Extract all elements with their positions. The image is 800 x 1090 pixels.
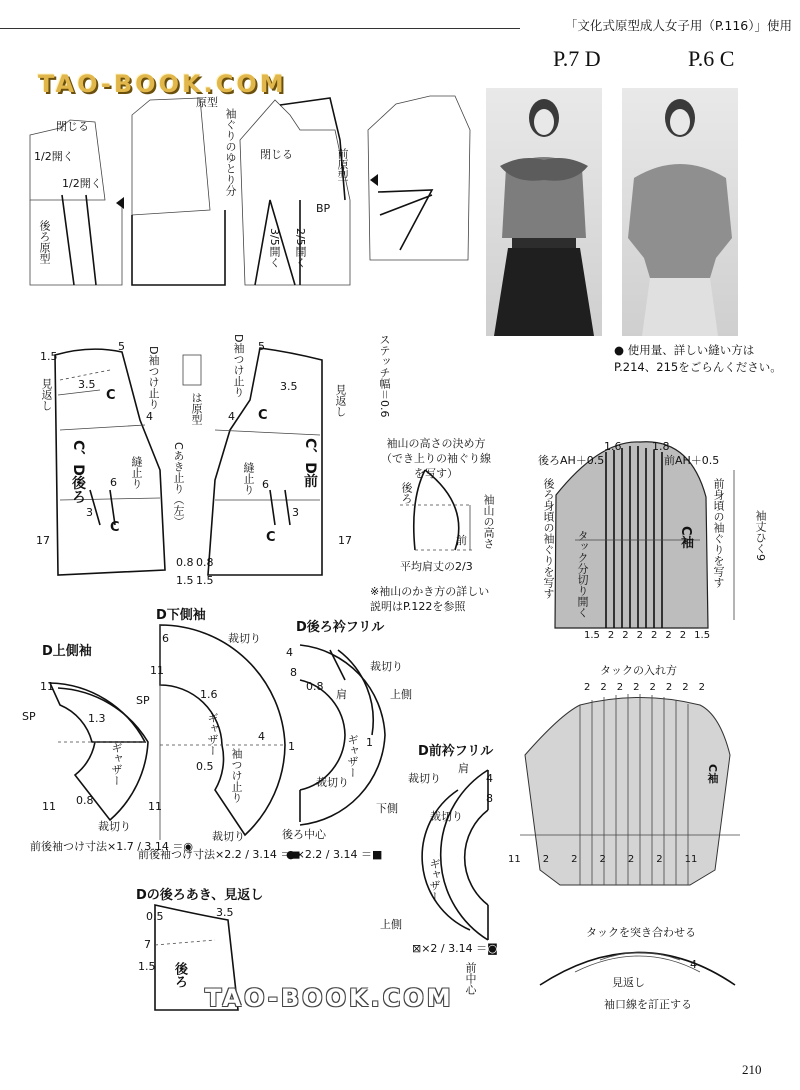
cuff-title: タックを突き合わせる	[586, 926, 696, 939]
lower-sleeve-cut: 裁切り	[212, 830, 245, 843]
block-label-open-35: 3/5開く	[268, 228, 281, 268]
front-num-8: 1.5	[196, 574, 214, 587]
tucks-top-nums	[584, 682, 705, 693]
block-label-base: 原型	[196, 96, 218, 109]
back-opening-title: Dの後ろあき、見返し	[136, 888, 264, 903]
lower-num-4: 0.5	[196, 760, 214, 773]
upper-sleeve-cut: 裁切り	[98, 820, 131, 833]
c-sleeve-num-2: 1.8	[652, 440, 670, 453]
t-tnum-6: 2	[665, 682, 673, 693]
c-bnum-1: 1.5	[584, 630, 600, 641]
back-opening-num-2: 3.5	[216, 906, 234, 919]
back-frill-center: 後ろ中心	[282, 828, 326, 841]
cuff-num: 4	[690, 958, 697, 971]
bodice-front-name: C、D前	[302, 438, 318, 488]
front-num-1: 5	[258, 340, 265, 353]
bodice-front-c2: C	[266, 530, 276, 545]
header-reference: 「文化式原型成人女子用（P.116）」使用	[564, 18, 792, 33]
c-bnum-6: 2	[665, 630, 672, 641]
back-num-4: 4	[146, 410, 153, 423]
watermark-bottom: TAO-BOOK.COM	[205, 984, 454, 1012]
back-opening-num-1: 0.5	[146, 910, 164, 923]
upper-num-3: 0.8	[76, 794, 94, 807]
bodice-back-sleeve-stop: D袖つけ止り	[147, 346, 160, 410]
t-bnum-4: 2	[599, 854, 606, 865]
lower-num-7: 11	[148, 800, 162, 813]
front-frill-title: D前衿フリル	[418, 744, 494, 759]
back-num-6: 3	[86, 506, 93, 519]
c-bnum-8: 1.5	[694, 630, 711, 641]
back-frill-num-4: 1	[366, 736, 373, 749]
front-frill-num-1: 4	[486, 772, 493, 785]
block-label-close: 閉じる	[56, 120, 89, 133]
c-sleeve-front-ah: 前AH＋0.5	[664, 454, 720, 467]
t-tnum-1: 2	[584, 682, 591, 693]
d-front-frill-pattern	[422, 770, 488, 940]
c-bnum-5: 2	[651, 630, 658, 641]
back-frill-cut: 裁切り	[370, 660, 403, 673]
t-bnum-1: 11	[508, 854, 521, 865]
bodice-back-c: C	[106, 388, 116, 403]
t-tnum-2: 2	[600, 682, 607, 693]
lower-num-3: 1.6	[200, 688, 218, 701]
t-tnum-7: 2	[682, 682, 689, 693]
upper-num-1: 11	[40, 680, 54, 693]
back-frill-cut-2: 裁切り	[316, 776, 349, 789]
lower-num-2: 11	[150, 664, 164, 677]
back-frill-formula: ●×2.2 / 3.14 ＝■	[286, 848, 383, 861]
lower-num-5: 4	[258, 730, 265, 743]
stitch-width-note: ステッチ幅＝0.6	[378, 334, 391, 418]
sleeve-height-shoulder: 平均肩丈の2/3	[400, 560, 473, 573]
back-num-9: 1.5	[176, 574, 194, 587]
c-sleeve-back-ah: 後ろAH＋0.5	[538, 454, 605, 467]
usage-note: ● 使用量、詳しい縫い方はP.214、215をごらんください。	[614, 343, 782, 374]
c-sleeve-back-copy: 後ろ身頃の袖ぐりを写す	[542, 478, 555, 599]
t-tnum-4: 2	[633, 682, 640, 693]
lower-sleeve-sp: SP	[136, 694, 150, 707]
back-frill-upper: 上側	[390, 688, 412, 701]
d-lower-sleeve-pattern	[160, 625, 285, 840]
t-bnum-2: 2	[542, 854, 550, 865]
bodice-front-stop: 縫止り	[242, 462, 255, 495]
tucks-sleeve-label: C袖	[706, 764, 719, 784]
back-num-8: 0.8	[176, 556, 194, 569]
model-label-c: P.6 C	[688, 46, 735, 71]
block-label-armhole-ease: 袖ぐりのゆとり分	[224, 108, 237, 196]
t-bnum-6: 2	[656, 854, 663, 865]
back-num-5: 6	[110, 476, 117, 489]
front-frill-cut: 裁切り	[408, 772, 441, 785]
cuff-correct: 袖口線を訂正する	[604, 998, 692, 1011]
front-num-2: 3.5	[280, 380, 298, 393]
back-opening-num-4: 1.5	[138, 960, 156, 973]
t-tnum-3: 2	[616, 682, 624, 693]
bodice-front-facing: 見返し	[334, 384, 347, 417]
c-bnum-7: 2	[679, 630, 687, 641]
front-num-6: 17	[338, 534, 352, 547]
bodice-front-c: C	[258, 408, 268, 423]
bodice-back-opening: Cあき止り（左）	[172, 442, 185, 527]
upper-num-4: 11	[42, 800, 56, 813]
front-frill-num-2: 8	[486, 792, 493, 805]
lower-num-6: 1	[288, 740, 295, 753]
back-opening-num-3: 7	[144, 938, 151, 951]
back-frill-num-1: 4	[286, 646, 293, 659]
t-tnum-5: 2	[649, 682, 656, 693]
back-frill-lower: 下側	[376, 802, 398, 815]
front-frill-center: 前中心	[464, 962, 477, 995]
c-sleeve-front-copy: 前身頃の袖ぐりを写す	[712, 478, 725, 588]
bodice-base-note: は原型	[190, 392, 203, 425]
c-sleeve-slash: タック分切り開く	[576, 530, 589, 618]
lower-formula: 前後袖つけ寸法×2.2 / 3.14 ＝◼	[138, 848, 301, 861]
t-tnum-8: 2	[698, 682, 705, 693]
back-frill-num-2: 8	[290, 666, 297, 679]
bodice-back-stop: 縫止り	[130, 456, 143, 489]
tucks-title: タックの入れ方	[600, 664, 677, 677]
bodice-back-c2: C	[110, 520, 120, 535]
page-number: 210	[742, 1062, 762, 1077]
d-upper-sleeve-pattern	[50, 683, 148, 820]
lower-num-1: 6	[162, 632, 169, 645]
t-bnum-5: 2	[627, 854, 635, 865]
block-label-bp: BP	[316, 202, 331, 215]
back-num-1: 1.5	[40, 350, 58, 363]
bodice-back-name: C、D後ろ	[70, 440, 86, 504]
bodice-front-sleeve-stop: D袖つけ止り	[232, 334, 245, 398]
upper-sleeve-gather: ギャザー	[110, 742, 123, 786]
c-bnum-2: 2	[607, 630, 615, 641]
back-num-3: 3.5	[78, 378, 96, 391]
back-frill-title: D後ろ衿フリル	[296, 620, 385, 635]
back-num-2: 5	[118, 340, 125, 353]
front-num-3: 4	[228, 410, 235, 423]
sleeve-height-back: 後ろ	[400, 482, 413, 504]
upper-num-2: 1.3	[88, 712, 106, 725]
sleeve-height-title: 袖山の高さの決め方（でき上りの袖ぐり線を写す）	[381, 437, 491, 480]
back-frill-num-3: 0.8	[306, 680, 324, 693]
front-frill-shoulder: 肩	[458, 762, 469, 775]
front-num-4: 6	[262, 478, 269, 491]
bodice-back-facing: 見返し	[40, 378, 53, 411]
lower-sleeve-gather: ギャザー	[206, 712, 219, 756]
block-label-close-front: 閉じる	[260, 148, 293, 161]
watermark-top: TAO-BOOK.COM	[38, 70, 287, 98]
back-frill-shoulder: 肩	[336, 688, 347, 701]
c-bnum-3: 2	[622, 630, 629, 641]
cuff-facing: 見返し	[612, 976, 645, 989]
back-frill-gather: ギャザー	[346, 734, 359, 778]
front-num-7: 0.8	[196, 556, 214, 569]
front-frill-formula: ⊠×2 / 3.14 ＝◙	[412, 942, 498, 955]
c-sleeve-length: 袖丈ひく9	[754, 510, 767, 561]
model-label-d: P.7 D	[553, 46, 601, 71]
tucks-bottom-nums	[508, 854, 697, 865]
front-frill-upper: 上側	[380, 918, 402, 931]
upper-formula: 前後袖つけ寸法×1.7 / 3.14 ＝◉	[30, 840, 193, 853]
front-num-5: 3	[292, 506, 299, 519]
t-bnum-3: 2	[571, 854, 578, 865]
block-label-back-block: 後ろ原型	[38, 220, 51, 264]
lower-sleeve-cut-top: 裁切り	[228, 632, 261, 645]
c-sleeve-num-1: 1.6	[604, 440, 622, 453]
block-label-open-25: 2/5開く	[294, 228, 307, 268]
t-bnum-7: 11	[684, 854, 698, 865]
upper-sleeve-sp: SP	[22, 710, 36, 723]
c-sleeve-label: C袖	[678, 526, 693, 549]
front-frill-cut-2: 裁切り	[430, 810, 463, 823]
block-label-front-block: 前原型	[336, 148, 349, 181]
sleeve-height-label: 袖山の高さ	[482, 494, 495, 549]
sleeve-height-note: ※袖山のかき方の詳しい説明はP.122を参照	[370, 585, 490, 613]
c-sleeve-bottom-nums	[584, 630, 710, 641]
c-bnum-4: 2	[636, 630, 644, 641]
back-num-7: 17	[36, 534, 50, 547]
lower-sleeve-stop: 袖つけ止り	[230, 748, 243, 803]
front-frill-gather: ギャザー	[428, 858, 441, 902]
block-label-open-dart: 1/2開く	[62, 177, 102, 190]
upper-sleeve-title: D上側袖	[42, 644, 92, 659]
sleeve-height-front: 前	[456, 534, 467, 547]
back-opening-back: 後ろ	[172, 962, 187, 988]
lower-sleeve-title: D下側袖	[156, 608, 206, 623]
block-label-open-back: 1/2開く	[34, 150, 74, 163]
